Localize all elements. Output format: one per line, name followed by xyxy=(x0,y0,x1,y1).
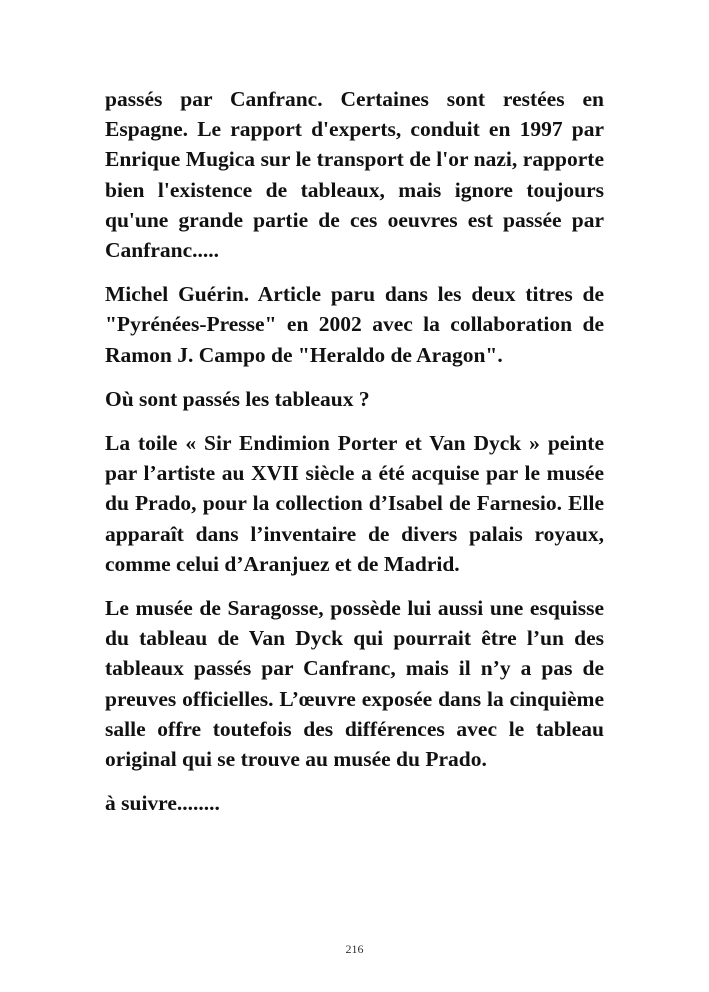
paragraph-article-credit: Michel Guérin. Article paru dans les deux titres de "Pyrénées-Presse" en 2002 avec la collaboration de Ramon J. Campo de "Heraldo de Aragon". xyxy=(105,282,604,367)
paragraph-canfranc-paintings: passés par Canfranc. Certaines sont restées en Espagne. Le rapport d'experts, conduit en 1997 par Enrique Mugica sur le transport de l'or nazi, rapporte bien l'existence de tableaux, mais ignore toujours qu'une grande partie de ces oeuvres est passée par Canfranc..... xyxy=(105,87,604,263)
to-be-continued: à suivre........ xyxy=(105,791,220,816)
paragraph-van-dyck-prado: La toile « Sir Endimion Porter et Van Dyck » peinte par l’artiste au XVII siècle a été acquise par le musée du Prado, pour la collection d’Isabel de Farnesio. Elle apparaît dans l’inventaire de divers palais royaux, comme celui d’Aranjuez et de Madrid. xyxy=(105,431,604,576)
page-number: 216 xyxy=(345,942,364,956)
page-body xyxy=(105,84,604,832)
paragraph-saragosse-museum: Le musée de Saragosse, possède lui aussi une esquisse du tableau de Van Dyck qui pourrait être l’un des tableaux passés par Canfranc, mais il n’y a pas de preuves officielles. L’œuvre exposée dans la cinquième salle offre toutefois des différences avec le tableau original qui se trouve au musée du Prado. xyxy=(105,596,604,772)
section-heading: Où sont passés les tableaux ? xyxy=(105,386,370,411)
